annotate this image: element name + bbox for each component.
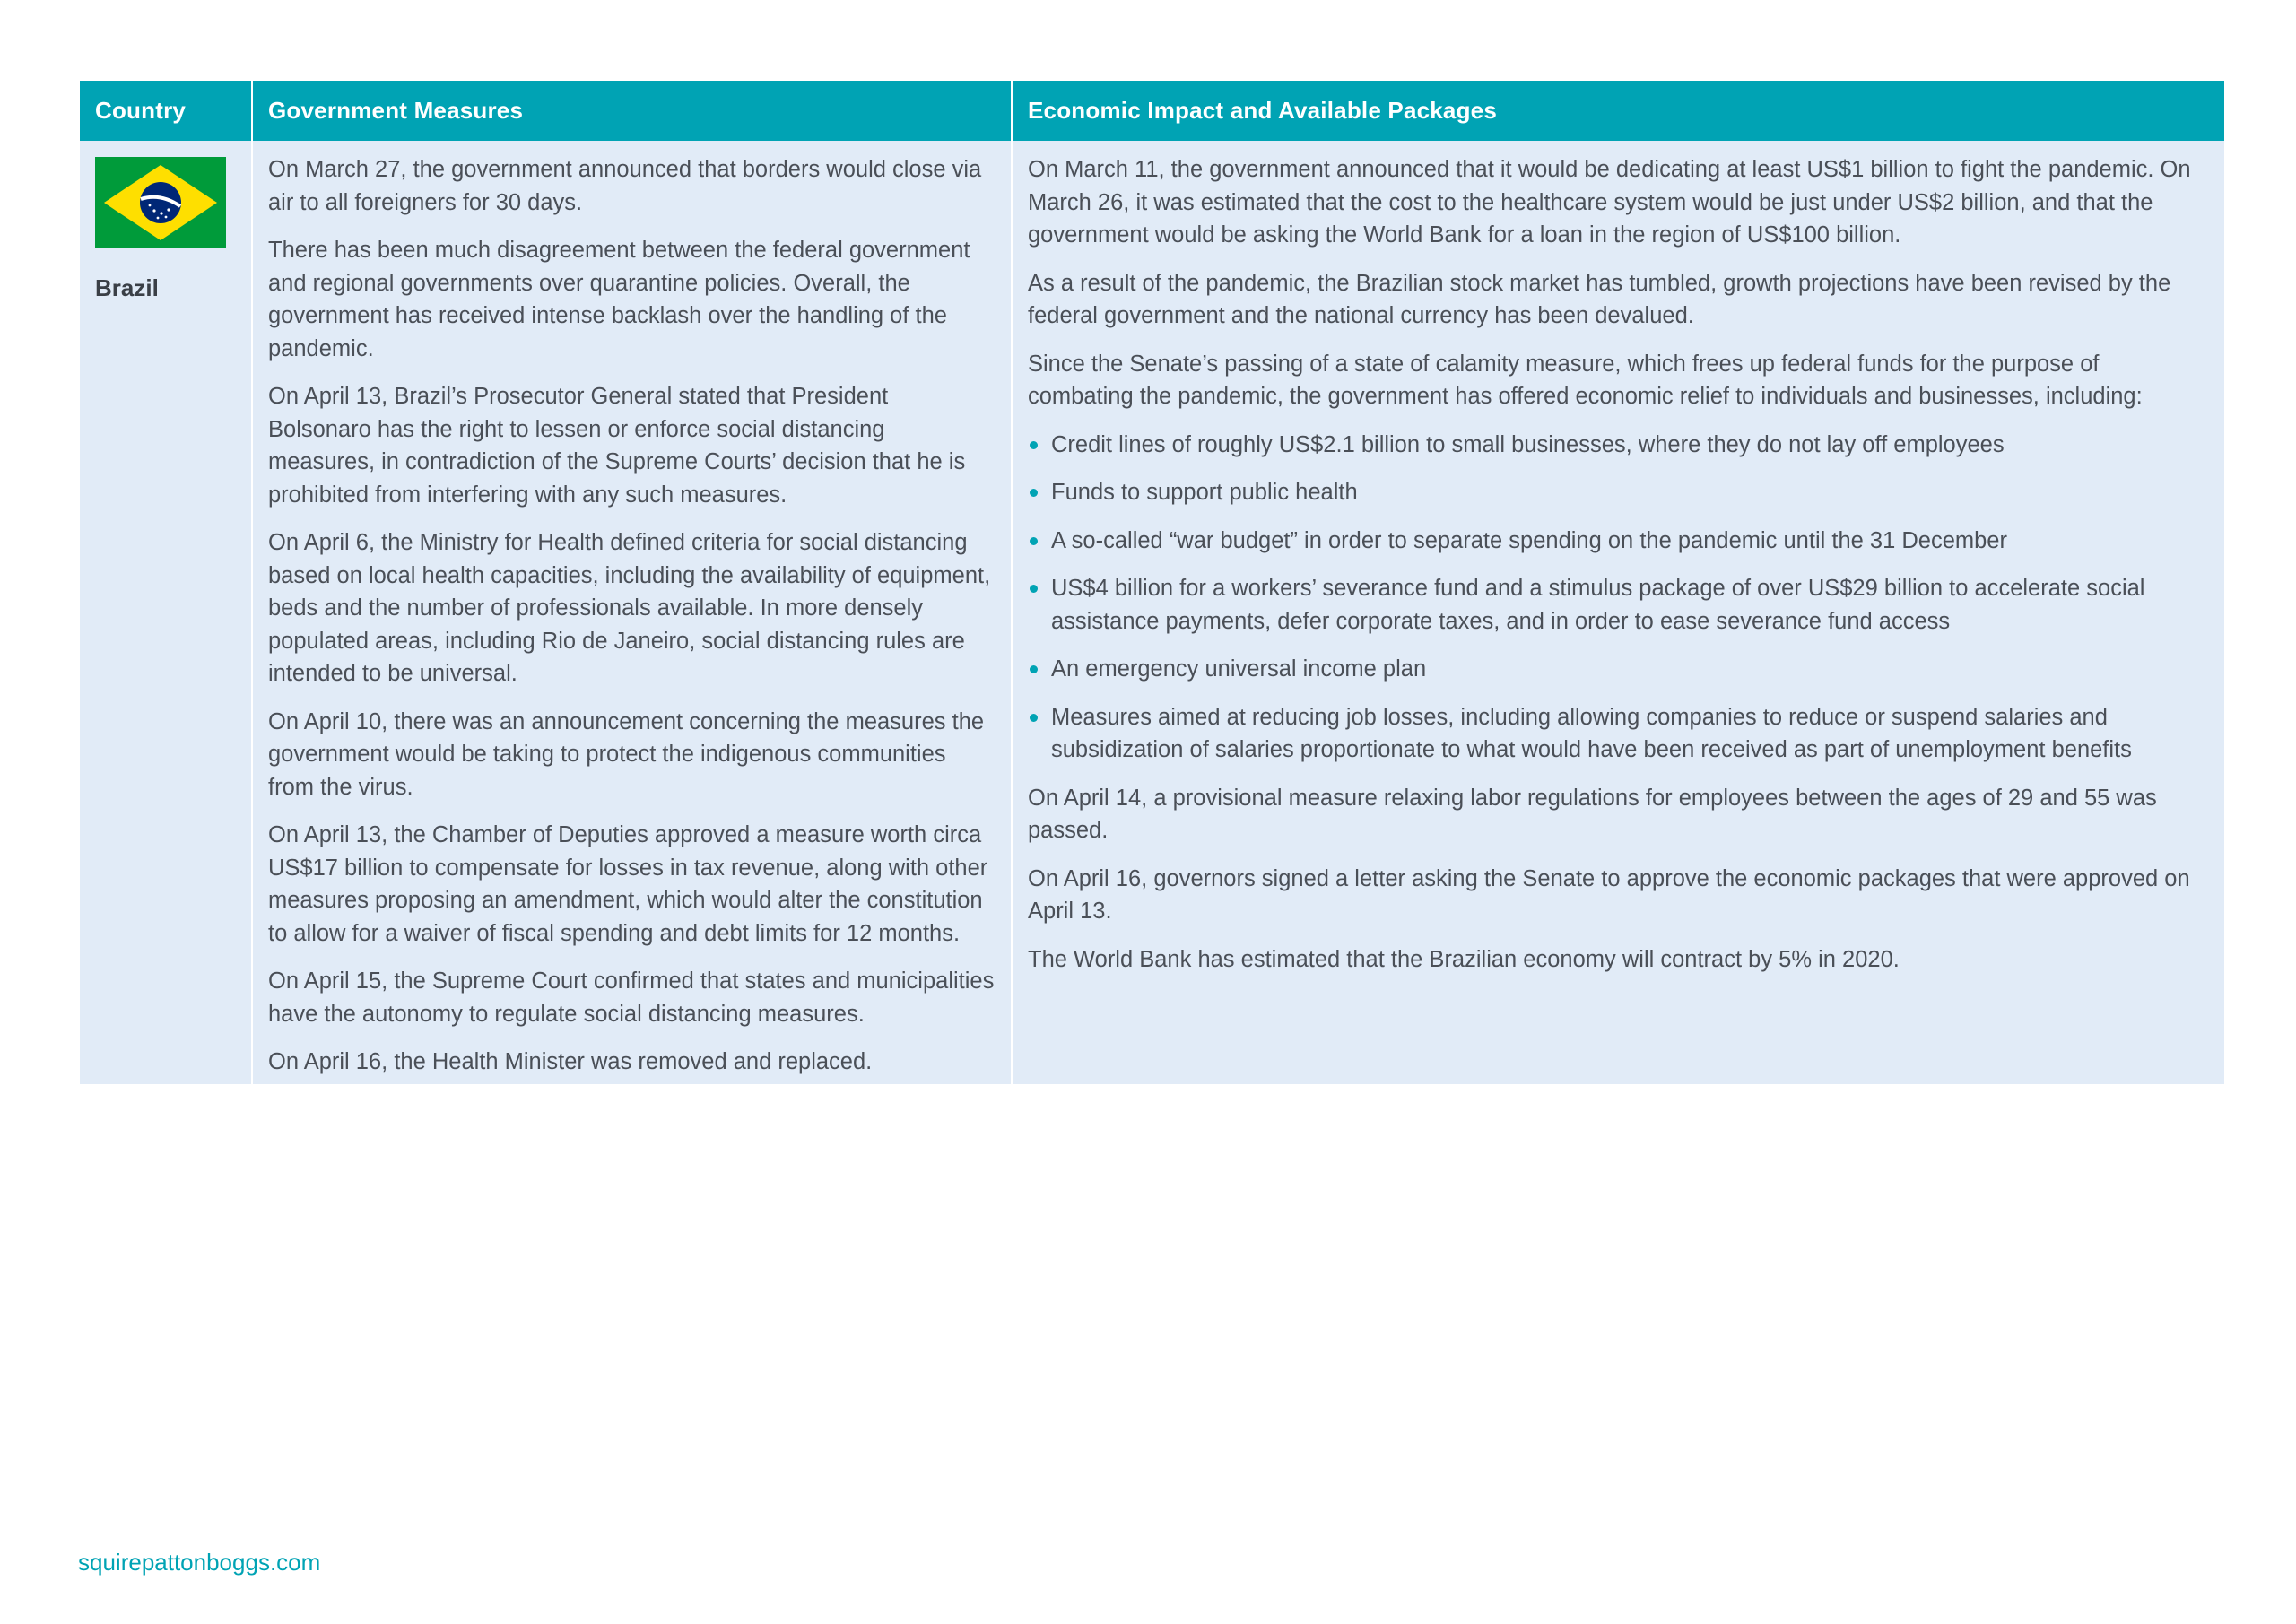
footer-website-link[interactable]: squirepattonboggs.com	[78, 1549, 321, 1576]
header-country: Country	[80, 81, 252, 141]
gov-paragraph: On April 6, the Ministry for Health defined criteria for social distancing based on local health capacities, including the availability of equipment, beds and the number of professionals available. In more densely populated areas, including Rio de Janeiro, social distancing rules are intended to be universal.	[268, 530, 991, 686]
list-item: Funds to support public health	[1028, 476, 2209, 509]
gov-paragraph: On April 15, the Supreme Court confirmed that states and municipalities have the autonomy to regulate social distancing measures.	[268, 968, 995, 1027]
econ-paragraph: As a result of the pandemic, the Brazilian stock market has tumbled, growth projections have been revised by the federal government and the national currency has been devalued.	[1028, 270, 2171, 328]
gov-paragraph: There has been much disagreement between the federal government and regional governments over quarantine policies. Overall, the government has received intense backlash over the handling of the pandemic.	[268, 238, 970, 361]
table-row	[80, 141, 2224, 1084]
gov-paragraph: On April 13, Brazil’s Prosecutor General stated that President Bolsonaro has the right to lessen or enforce social distancing measures, in contradiction of the Supreme Courts’ decision that he is prohibited from interfering with any such measures.	[268, 384, 966, 508]
econ-paragraph: On April 14, a provisional measure relaxing labor regulations for employees between the ages of 29 and 55 was passed.	[1028, 785, 2157, 843]
government-measures-cell	[252, 141, 1012, 1084]
gov-paragraph: On April 10, there was an announcement concerning the measures the government would be taking to protect the indigenous communities from the virus.	[268, 708, 985, 800]
list-item: A so-called “war budget” in order to separate spending on the pandemic until the 31 December	[1028, 525, 2209, 558]
list-item: US$4 billion for a workers’ severance fund and a stimulus package of over US$29 billion to accelerate social assistance payments, defer corporate taxes, and in order to ease severance fund access	[1028, 572, 2209, 638]
list-item: An emergency universal income plan	[1028, 653, 2209, 686]
econ-paragraph: On April 16, governors signed a letter asking the Senate to approve the economic packages that were approved on April 13.	[1028, 865, 2190, 924]
country-name: Brazil	[95, 274, 159, 301]
table-header-row	[80, 81, 2224, 141]
brazil-flag-icon	[95, 157, 226, 248]
econ-paragraph: On March 11, the government announced that it would be dedicating at least US$1 billion to fight the pandemic. On March 26, it was estimated that the cost to the healthcare system would be just under US$2 billion, and that the government would be asking the World Bank for a loan in the region of US$100 billion.	[1028, 157, 2191, 248]
economic-impact-cell	[1012, 141, 2224, 1084]
econ-paragraph: The World Bank has estimated that the Brazilian economy will contract by 5% in 2020.	[1028, 946, 1900, 972]
econ-paragraph: Since the Senate’s passing of a state of calamity measure, which frees up federal funds for the purpose of combating the pandemic, the government has offered economic relief to individuals and businesses, including:	[1028, 351, 2143, 409]
relief-measures-list	[1028, 429, 2209, 767]
header-economic-impact: Economic Impact and Available Packages	[1012, 81, 2224, 141]
gov-paragraph: On March 27, the government announced that borders would close via air to all foreigners for 30 days.	[268, 157, 982, 215]
list-item: Credit lines of roughly US$2.1 billion to small businesses, where they do not lay off employees	[1028, 429, 2209, 462]
gov-paragraph: On April 16, the Health Minister was removed and replaced.	[268, 1049, 873, 1074]
header-government-measures: Government Measures	[252, 81, 1012, 141]
country-measures-table	[80, 81, 2224, 1084]
list-item: Measures aimed at reducing job losses, including allowing companies to reduce or suspend salaries and subsidization of salaries proportionate to what would have been received as part of unemployment benefits	[1028, 701, 2209, 767]
gov-paragraph: On April 13, the Chamber of Deputies approved a measure worth circa US$17 billion to compensate for losses in tax revenue, along with other measures proposing an amendment, which would alter the constitution to allow for a waiver of fiscal spending and debt limits for 12 months.	[268, 822, 988, 946]
country-cell	[80, 141, 252, 1084]
